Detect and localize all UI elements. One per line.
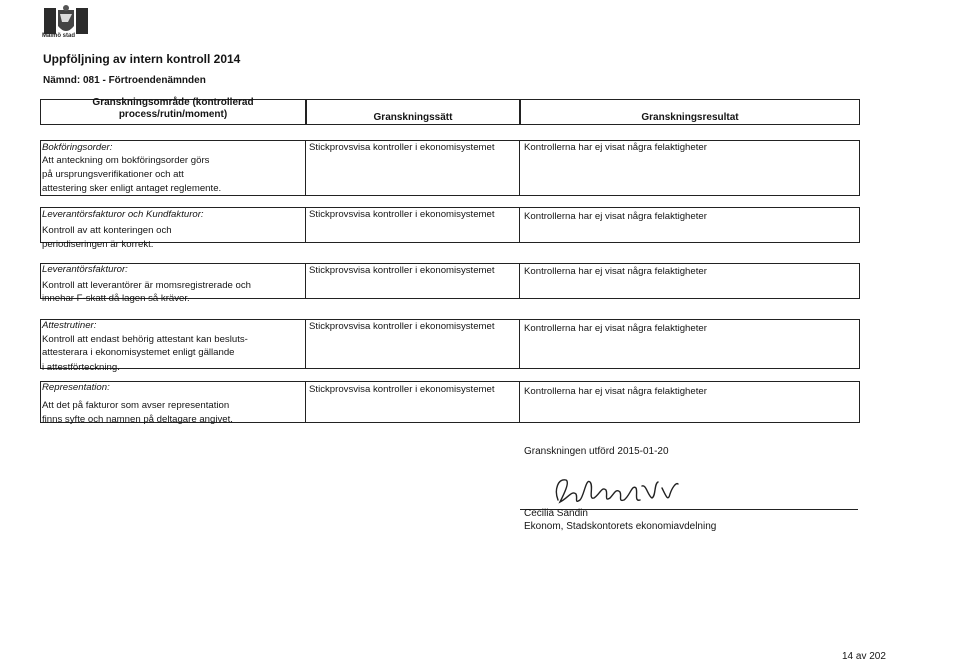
logo-text: Malmö stad bbox=[42, 33, 76, 39]
row-description-line: Att det på fakturor som avser representation bbox=[42, 400, 230, 411]
column-header-method bbox=[306, 99, 520, 125]
row-method: Stickprovsvisa kontroller i ekonomisystemet bbox=[309, 321, 495, 332]
row-category: Leverantörsfakturor och Kundfakturor: bbox=[42, 209, 204, 220]
review-date: Granskningen utförd 2015-01-20 bbox=[524, 446, 669, 457]
column-header-method-label: Granskningssätt bbox=[373, 112, 453, 123]
column-header-area-line1: Granskningsområde (kontrollerad bbox=[92, 97, 254, 108]
row-category: Attestrutiner: bbox=[42, 320, 97, 331]
row-description-line: Kontroll att leverantörer är momsregistrerade och bbox=[42, 280, 252, 291]
page-number: 14 av 202 bbox=[842, 651, 886, 662]
row-description-line: på ursprungsverifikationer och att bbox=[42, 169, 184, 180]
document-title: Uppföljning av intern kontroll 2014 bbox=[43, 52, 241, 66]
row-description-line: attesterara i ekonomisystemet enligt gällande bbox=[42, 347, 235, 358]
row-description-line: i attestförteckning. bbox=[42, 362, 120, 373]
column-header-result-label: Granskningsresultat bbox=[641, 112, 739, 123]
column-header-area-line2: process/rutin/moment) bbox=[118, 109, 228, 120]
row-result: Kontrollerna har ej visat några felaktigheter bbox=[524, 142, 707, 153]
row-result: Kontrollerna har ej visat några felaktigheter bbox=[524, 211, 707, 222]
row-result: Kontrollerna har ej visat några felaktigheter bbox=[524, 266, 707, 277]
row-description-line: innehar F-skatt då lagen så kräver. bbox=[42, 293, 190, 304]
row-description-line: attestering sker enligt antaget reglemente. bbox=[42, 183, 222, 194]
row-category: Representation: bbox=[42, 382, 110, 393]
signatory-role: Ekonom, Stadskontorets ekonomiavdelning bbox=[524, 521, 717, 532]
row-category: Bokföringsorder: bbox=[42, 142, 113, 153]
row-category: Leverantörsfakturor: bbox=[42, 264, 128, 275]
row-method: Stickprovsvisa kontroller i ekonomisystemet bbox=[309, 265, 495, 276]
signatory-name: Cecilia Sandin bbox=[524, 508, 588, 519]
row-description-line: finns syfte och namnen på deltagare angivet. bbox=[42, 414, 233, 425]
handwritten-signature bbox=[550, 460, 700, 512]
row-method: Stickprovsvisa kontroller i ekonomisystemet bbox=[309, 209, 495, 220]
row-method: Stickprovsvisa kontroller i ekonomisystemet bbox=[309, 142, 495, 153]
row-method: Stickprovsvisa kontroller i ekonomisystemet bbox=[309, 384, 495, 395]
row-result: Kontrollerna har ej visat några felaktigheter bbox=[524, 386, 707, 397]
row-description-line: Kontroll att endast behörig attestant kan besluts- bbox=[42, 334, 248, 345]
committee-label: Nämnd: 081 - Förtroendenämnden bbox=[43, 75, 206, 86]
row-description-line: Att anteckning om bokföringsorder görs bbox=[42, 155, 210, 166]
column-header-result bbox=[520, 99, 860, 125]
row-description-line: periodiseringen är korrekt. bbox=[42, 239, 154, 250]
column-header-area bbox=[40, 99, 306, 125]
row-result: Kontrollerna har ej visat några felaktigheter bbox=[524, 323, 707, 334]
row-description-line: Kontroll av att konteringen och bbox=[42, 225, 172, 236]
